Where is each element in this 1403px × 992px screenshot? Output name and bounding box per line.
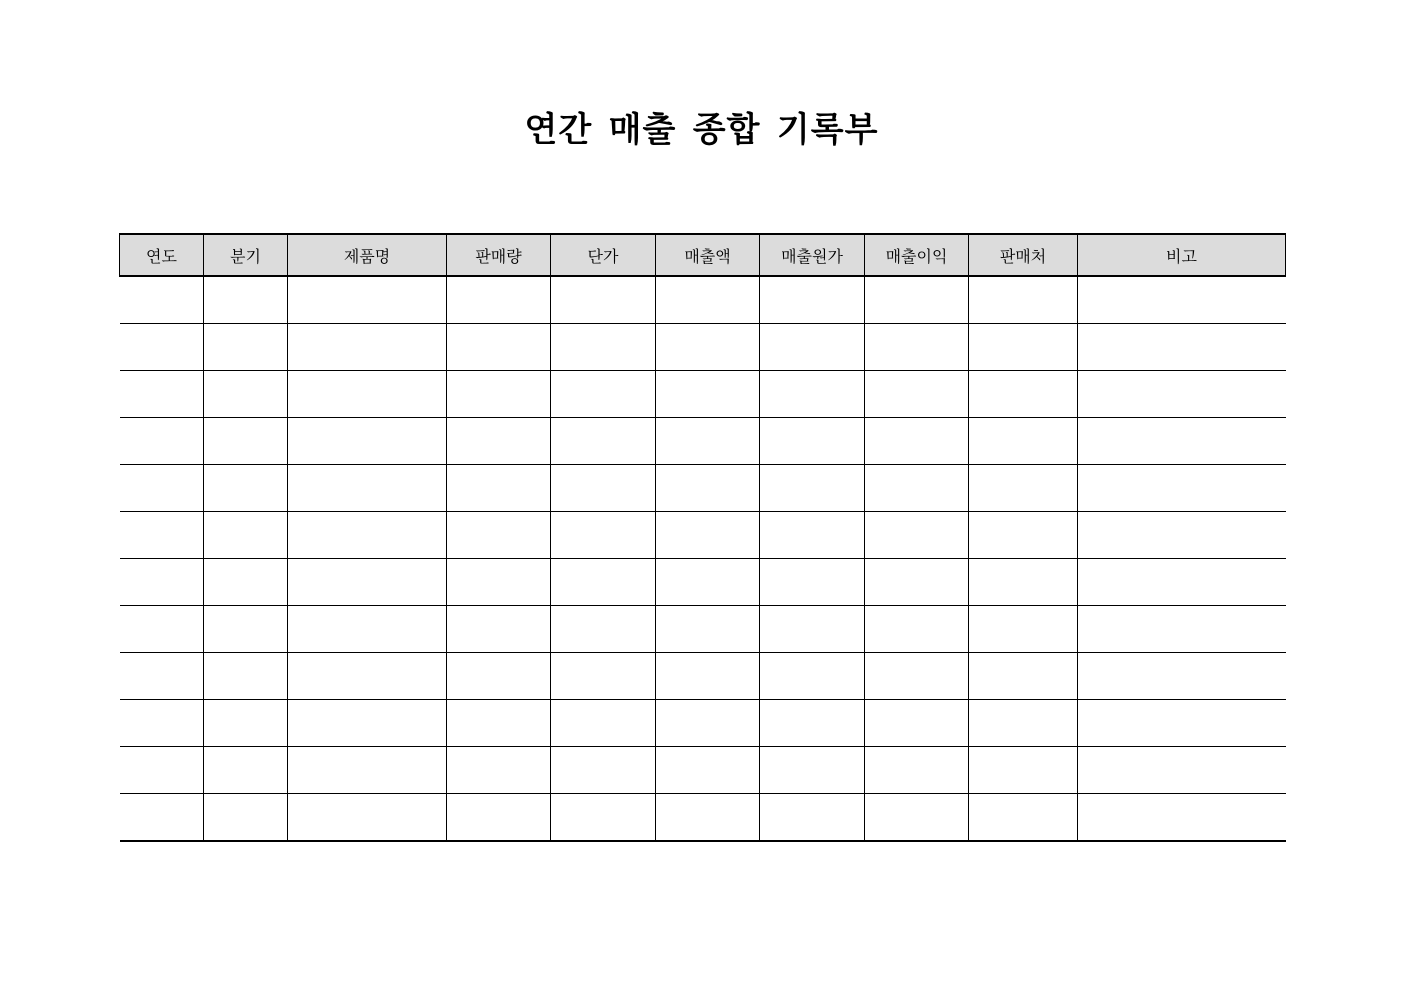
table-cell <box>288 606 447 653</box>
table-cell <box>447 512 551 559</box>
table-row <box>120 747 1286 794</box>
table-cell <box>204 559 288 606</box>
table-cell <box>1078 794 1286 842</box>
table-cell <box>120 559 204 606</box>
table-row <box>120 559 1286 606</box>
table-cell <box>760 700 865 747</box>
table-cell <box>865 559 969 606</box>
table-cell <box>204 747 288 794</box>
table-cell <box>1078 512 1286 559</box>
column-header-5: 매출액 <box>656 234 760 276</box>
column-header-2: 제품명 <box>288 234 447 276</box>
table-cell <box>120 747 204 794</box>
table-cell <box>656 606 760 653</box>
table-cell <box>120 653 204 700</box>
table-cell <box>551 324 656 371</box>
table-cell <box>447 794 551 842</box>
table-cell <box>969 794 1078 842</box>
table-row <box>120 276 1286 324</box>
table-cell <box>551 653 656 700</box>
table-cell <box>120 465 204 512</box>
column-header-1: 분기 <box>204 234 288 276</box>
table-cell <box>656 747 760 794</box>
table-cell <box>969 512 1078 559</box>
table-cell <box>551 794 656 842</box>
table-cell <box>447 747 551 794</box>
table-cell <box>1078 276 1286 324</box>
table-cell <box>1078 465 1286 512</box>
table-cell <box>969 747 1078 794</box>
annual-sales-record-table <box>119 233 1286 842</box>
table-cell <box>551 700 656 747</box>
table-cell <box>656 700 760 747</box>
table-cell <box>969 465 1078 512</box>
table-cell <box>656 794 760 842</box>
table-cell <box>204 371 288 418</box>
table-cell <box>447 465 551 512</box>
table-cell <box>865 276 969 324</box>
table-cell <box>969 559 1078 606</box>
column-header-0: 연도 <box>120 234 204 276</box>
table-cell <box>447 371 551 418</box>
table-cell <box>865 512 969 559</box>
table-row <box>120 465 1286 512</box>
table-cell <box>656 653 760 700</box>
table-cell <box>1078 418 1286 465</box>
table-cell <box>760 653 865 700</box>
table-cell <box>865 606 969 653</box>
table-row <box>120 606 1286 653</box>
table-cell <box>551 559 656 606</box>
table-cell <box>120 276 204 324</box>
table-cell <box>865 653 969 700</box>
table-cell <box>760 418 865 465</box>
table-row <box>120 794 1286 842</box>
table-cell <box>760 559 865 606</box>
table-cell <box>551 465 656 512</box>
table-header-row <box>120 234 1286 276</box>
table-cell <box>1078 606 1286 653</box>
table-cell <box>447 559 551 606</box>
column-header-3: 판매량 <box>447 234 551 276</box>
table-cell <box>656 559 760 606</box>
table-cell <box>760 371 865 418</box>
table-cell <box>120 512 204 559</box>
table-cell <box>447 606 551 653</box>
table-cell <box>447 653 551 700</box>
table-cell <box>760 324 865 371</box>
column-header-7: 매출이익 <box>865 234 969 276</box>
table-cell <box>865 747 969 794</box>
table-cell <box>204 276 288 324</box>
table-cell <box>551 606 656 653</box>
table-cell <box>288 418 447 465</box>
table-cell <box>969 276 1078 324</box>
table-cell <box>865 418 969 465</box>
table-cell <box>760 794 865 842</box>
table-cell <box>1078 747 1286 794</box>
table-cell <box>760 276 865 324</box>
table-cell <box>288 559 447 606</box>
table-row <box>120 700 1286 747</box>
table-cell <box>204 794 288 842</box>
table-body <box>120 276 1286 841</box>
table-cell <box>1078 700 1286 747</box>
table-cell <box>204 512 288 559</box>
table-cell <box>969 324 1078 371</box>
column-header-4: 단가 <box>551 234 656 276</box>
column-header-6: 매출원가 <box>760 234 865 276</box>
table-cell <box>551 371 656 418</box>
table-cell <box>288 700 447 747</box>
table-cell <box>551 276 656 324</box>
table-cell <box>865 465 969 512</box>
table-cell <box>865 700 969 747</box>
table-cell <box>120 606 204 653</box>
table-row <box>120 324 1286 371</box>
table-cell <box>1078 559 1286 606</box>
table-cell <box>760 606 865 653</box>
table-cell <box>204 324 288 371</box>
table-row <box>120 418 1286 465</box>
table-cell <box>551 512 656 559</box>
table-cell <box>656 276 760 324</box>
table-cell <box>447 324 551 371</box>
table-cell <box>656 418 760 465</box>
table-cell <box>288 794 447 842</box>
table-cell <box>760 512 865 559</box>
table-cell <box>288 512 447 559</box>
table-cell <box>288 324 447 371</box>
table-cell <box>656 371 760 418</box>
table-cell <box>288 371 447 418</box>
table-cell <box>1078 653 1286 700</box>
table-cell <box>447 700 551 747</box>
table-row <box>120 371 1286 418</box>
page-title: 연간 매출 종합 기록부 <box>524 111 879 149</box>
table-cell <box>447 418 551 465</box>
table-cell <box>1078 324 1286 371</box>
table-cell <box>288 465 447 512</box>
table-cell <box>120 324 204 371</box>
table-cell <box>204 606 288 653</box>
table-cell <box>865 324 969 371</box>
table-cell <box>204 465 288 512</box>
table-cell <box>760 747 865 794</box>
table-cell <box>656 324 760 371</box>
table-cell <box>865 794 969 842</box>
table-cell <box>865 371 969 418</box>
table-cell <box>656 465 760 512</box>
table-cell <box>551 418 656 465</box>
table-cell <box>1078 371 1286 418</box>
table-cell <box>204 653 288 700</box>
table-cell <box>204 418 288 465</box>
column-header-9: 비고 <box>1078 234 1286 276</box>
table-cell <box>969 606 1078 653</box>
table-cell <box>120 418 204 465</box>
table-cell <box>969 371 1078 418</box>
table-cell <box>288 653 447 700</box>
column-header-8: 판매처 <box>969 234 1078 276</box>
table-cell <box>204 700 288 747</box>
table-cell <box>969 653 1078 700</box>
table-cell <box>551 747 656 794</box>
table-cell <box>969 418 1078 465</box>
table-cell <box>447 276 551 324</box>
table-cell <box>656 512 760 559</box>
table-cell <box>120 371 204 418</box>
table-cell <box>969 700 1078 747</box>
table-cell <box>120 700 204 747</box>
table-cell <box>288 276 447 324</box>
table-cell <box>288 747 447 794</box>
table-cell <box>120 794 204 842</box>
table-cell <box>760 465 865 512</box>
table-row <box>120 512 1286 559</box>
table-row <box>120 653 1286 700</box>
